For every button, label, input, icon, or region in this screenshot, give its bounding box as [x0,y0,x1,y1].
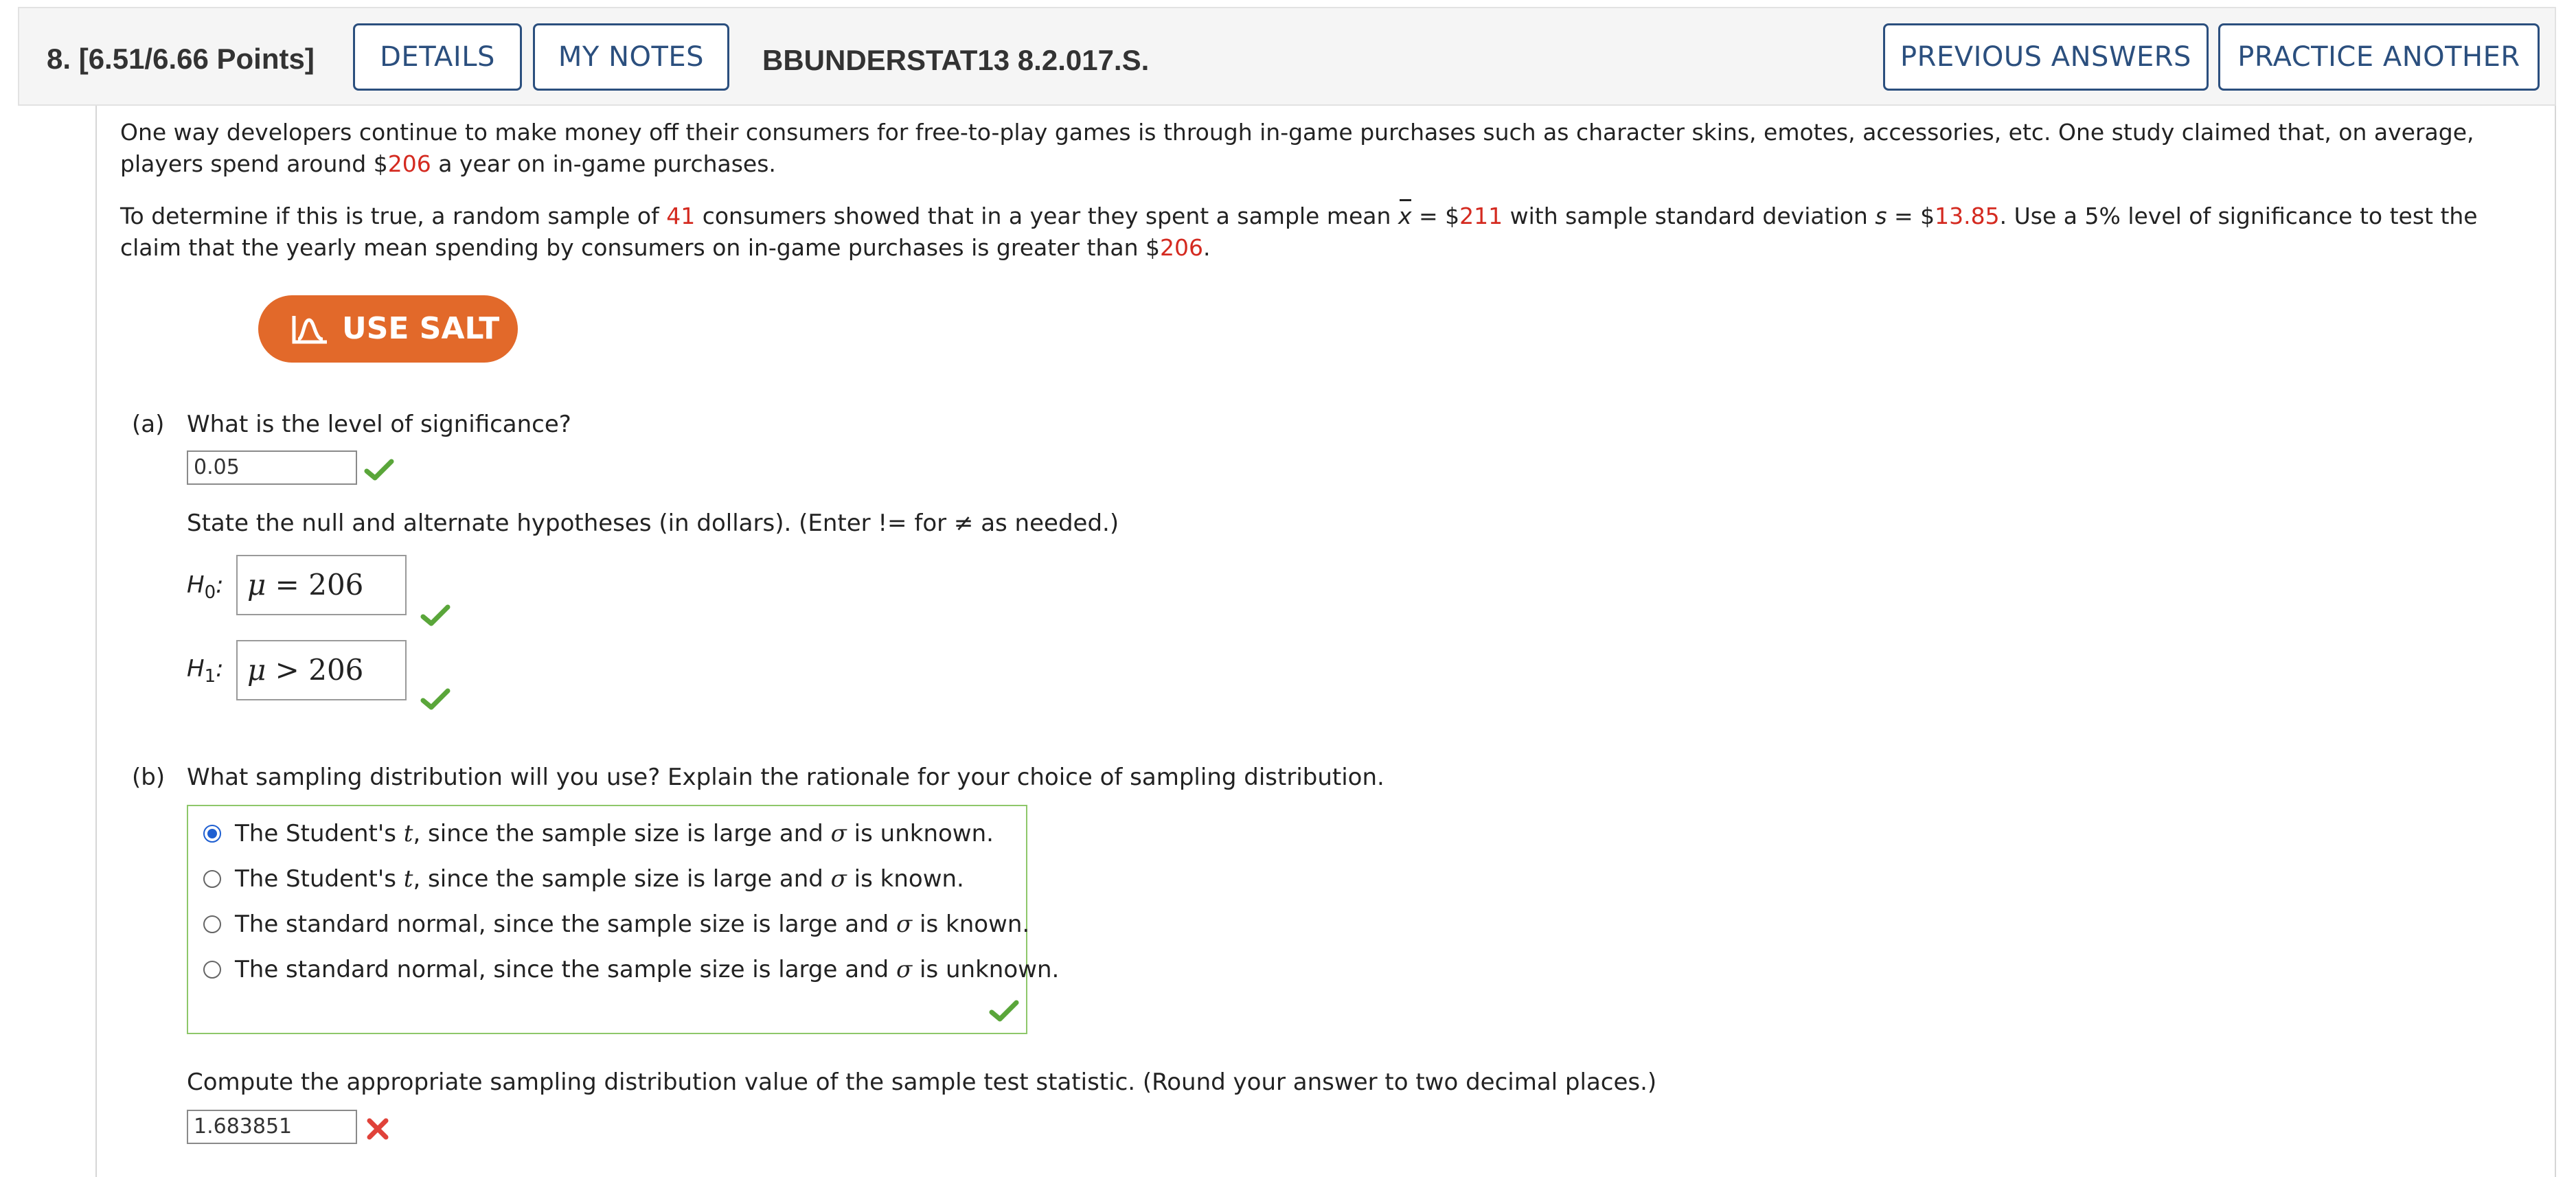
x-bar-symbol: x [1398,201,1412,232]
part-a-label: (a) [132,411,165,438]
part-b-question: What sampling distribution will you use? Explain the rationale for your choice of sampling distribution. [187,764,1384,791]
hypotheses-prompt: State the null and alternate hypotheses (in dollars). (Enter != for ≠ as needed.) [187,510,1119,537]
practice-another-button[interactable]: PRACTICE ANOTHER [2218,23,2540,91]
previous-answers-button[interactable]: PREVIOUS ANSWERS [1883,23,2209,91]
test-statistic-input[interactable]: 1.683851 [187,1110,357,1144]
use-salt-label: USE SALT [342,311,500,346]
h0-label: $H_0$: [187,571,224,603]
h0-input[interactable]: μ = 206 [236,555,407,615]
radio-button[interactable] [203,915,221,933]
sampling-distribution-choices: The Student's t, since the sample size is large and σ is unknown. The Student's t, since the sample size is large and σ is known. The standard normal, since the sample size is large and σ is known. The standard normal, since the sample size is large and σ is unknown. [187,805,1027,1034]
radio-button[interactable] [203,870,221,888]
part-a-question: What is the level of significance? [187,411,571,438]
content-left-border [95,106,97,1177]
use-salt-button[interactable] [258,295,518,363]
my-notes-button[interactable]: MY NOTES [533,23,729,91]
correct-check-icon [420,687,451,711]
content-right-border [2555,106,2556,1177]
correct-check-icon [420,603,451,628]
correct-check-icon [364,457,394,482]
compute-prompt: Compute the appropriate sampling distribution value of the sample test statistic. (Round your answer to two decimal places.) [187,1069,1657,1096]
question-id: BBUNDERSTAT13 8.2.017.S. [762,44,1150,76]
salt-chart-icon [291,315,330,345]
points-label: [6.51/6.66 Points] [78,43,315,75]
part-b-label: (b) [132,764,166,791]
correct-check-icon [989,998,1019,1023]
question-header [18,7,2556,106]
h1-label: $H_1$: [187,655,224,687]
intro-paragraph-2: To determine if this is true, a random sample of 41 consumers showed that in a year they spent a sample mean x = $211 with sample standard deviation s = $13.85. Use a 5% level of significance to test the claim that the yearly mean spending by consumers on in-game purchases is greater than $206. [120,201,2544,264]
intro-paragraph-1: One way developers continue to make money off their consumers for free-to-play games is through in-game purchases such as character skins, emotes, accessories, etc. One study claimed that, on average, players spend around $206 a year on in-game purchases. [120,119,2474,177]
question-number: 8. [6.51/6.66 Points] [47,43,315,75]
radio-button-selected[interactable] [203,825,221,843]
h1-input[interactable]: μ > 206 [236,640,407,700]
radio-button[interactable] [203,961,221,979]
incorrect-x-icon [365,1117,390,1141]
significance-input[interactable]: 0.05 [187,450,357,485]
details-button[interactable]: DETAILS [353,23,522,91]
